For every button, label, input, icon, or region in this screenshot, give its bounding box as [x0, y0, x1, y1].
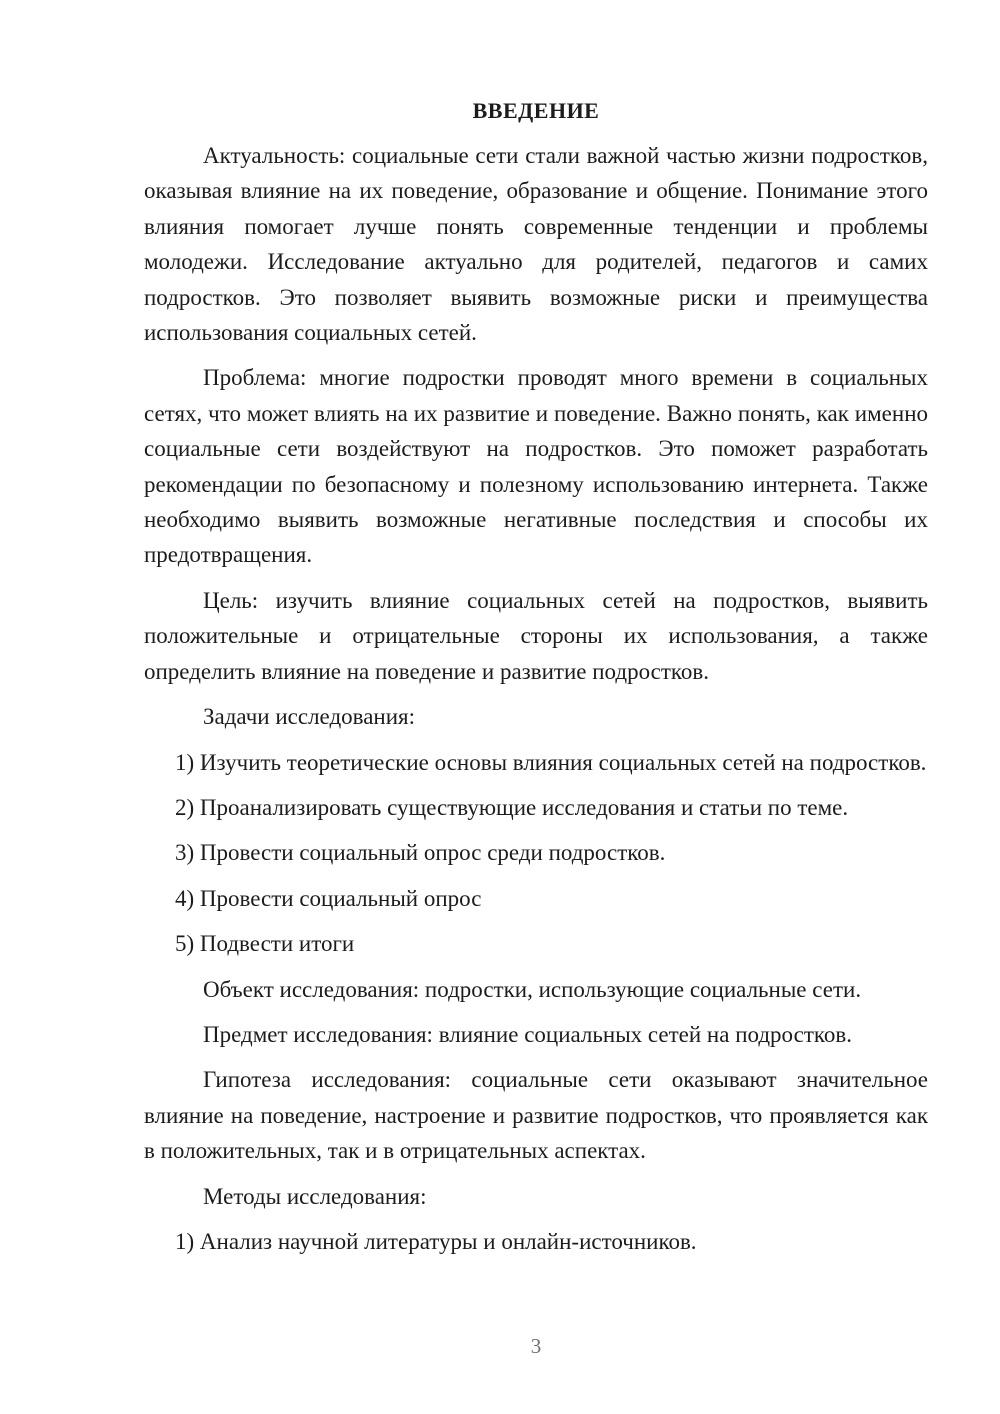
goal-paragraph: Цель: изучить влияние социальных сетей на подростков, выявить положительные и отрицательные стороны их использования, а также определить влияние на поведение и развитие подростков.: [144, 587, 928, 684]
tasks-heading: Задачи исследования:: [203, 704, 416, 730]
task-item-5: 5) Подвести итоги: [175, 931, 355, 957]
hypothesis-paragraph: Гипотеза исследования: социальные сети оказывают значительное влияние на поведение, настроение и развитие подростков, что проявляется как в положительных, так и в отрицательных аспектах.: [144, 1067, 928, 1164]
relevance-paragraph: Актуальность: социальные сети стали важной частью жизни подростков, оказывая влияние на их поведение, образование и общение. Понимание этого влияния помогает лучше понять современные тенденции и проблемы молодежи. Исследование актуально для родителей, педагогов и самих подростков. Это позволяет выявить возможные риски и преимущества использования социальных сетей.: [144, 143, 928, 346]
problem-paragraph: Проблема: многие подростки проводят много времени в социальных сетях, что может влиять на их развитие и поведение. Важно понять, как именно социальные сети воздействуют на подростков. Это поможет разработать рекомендации по безопасному и полезному использованию интернета. Также необходимо выявить возможные негативные последствия и способы их предотвращения.: [144, 365, 928, 568]
method-item-1: 1) Анализ научной литературы и онлайн-источников.: [175, 1228, 697, 1254]
page-content: [144, 96, 928, 1269]
task-item-4: 4) Провести социальный опрос: [175, 885, 482, 911]
task-item-2: 2) Проанализировать существующие исследования и статьи по теме.: [175, 794, 849, 820]
methods-heading: Методы исследования:: [203, 1183, 427, 1209]
task-item-3: 3) Провести социальный опрос среди подростков.: [175, 840, 666, 866]
subject-paragraph: Предмет исследования: влияние социальных сетей на подростков.: [203, 1021, 852, 1047]
page-number: 3: [530, 1334, 542, 1358]
object-paragraph: Объект исследования: подростки, использующие социальные сети.: [203, 976, 862, 1002]
task-item-1: 1) Изучить теоретические основы влияния социальных сетей на подростков.: [175, 749, 927, 775]
page-title: ВВЕДЕНИЕ: [472, 98, 600, 123]
